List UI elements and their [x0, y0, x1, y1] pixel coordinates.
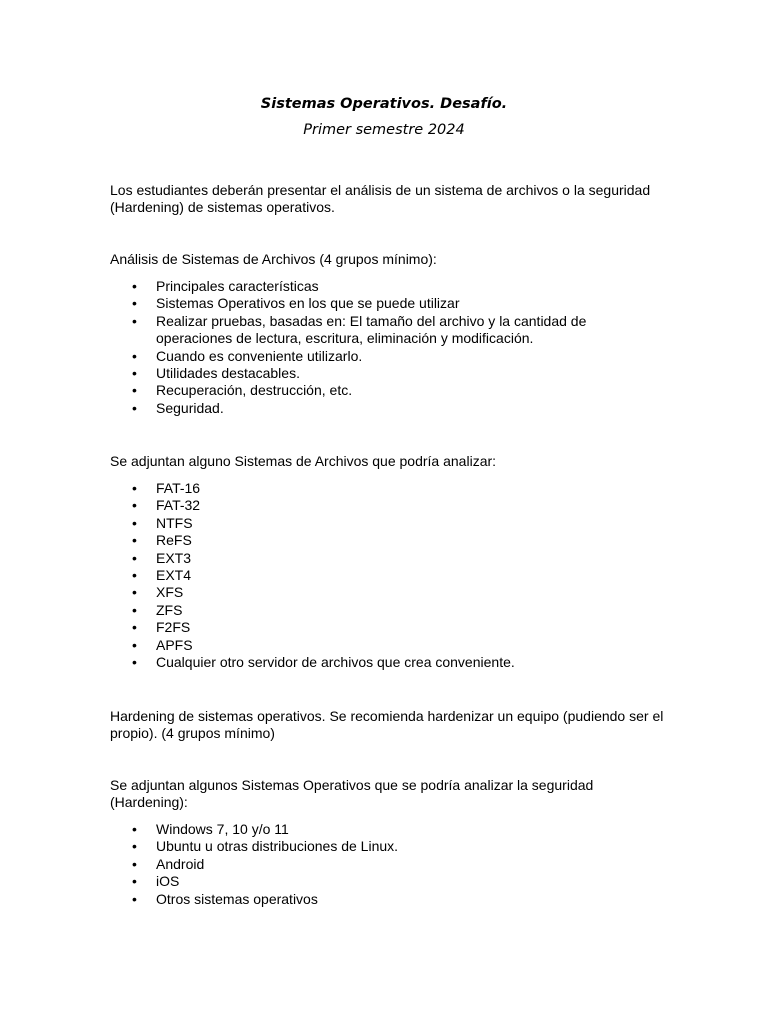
list-item: • FAT-32	[110, 497, 670, 514]
list-item: • Cuando es conveniente utilizarlo.	[110, 348, 670, 365]
list-item: • F2FS	[110, 619, 670, 636]
list-item: • Otros sistemas operativos	[110, 891, 670, 908]
list-item: • FAT-16	[110, 480, 670, 497]
list-item: • EXT3	[110, 550, 670, 567]
os-list-heading	[110, 777, 670, 811]
document-subtitle: Primer semestre 2024	[303, 122, 465, 138]
os-list	[110, 821, 670, 908]
list-item: • Ubuntu u otras distribuciones de Linux.	[110, 838, 670, 855]
fs-list-heading-text: Se adjuntan alguno Sistemas de Archivos que podría analizar:	[110, 453, 497, 469]
hardening-paragraph	[110, 708, 670, 742]
list-item: • NTFS	[110, 515, 670, 532]
list-item: • XFS	[110, 584, 670, 601]
list-item: • Seguridad.	[110, 400, 670, 417]
intro-text: Los estudiantes deberán presentar el análisis de un sistema de archivos o la seguridad (Hardening) de sistemas operativos.	[110, 182, 651, 215]
list-item: • Windows 7, 10 y/o 11	[110, 821, 670, 838]
list-item: • Recuperación, destrucción, etc.	[110, 382, 670, 399]
hardening-text: Hardening de sistemas operativos. Se recomienda hardenizar un equipo (pudiendo ser el propio). (4 grupos mínimo)	[110, 708, 664, 741]
list-item: • Principales características	[110, 278, 670, 295]
fs-analysis-list	[110, 278, 670, 417]
document-title: Sistemas Operativos. Desafío.	[260, 96, 508, 112]
fs-list	[110, 480, 670, 671]
fs-analysis-heading-text: Análisis de Sistemas de Archivos (4 grupos mínimo):	[110, 251, 437, 267]
intro-paragraph	[110, 182, 670, 216]
list-item: • ReFS	[110, 532, 670, 549]
list-item: • Realizar pruebas, basadas en: El tamaño del archivo y la cantidad de operaciones de lectura, escritura, eliminación y modificación.	[110, 313, 670, 348]
list-item: • APFS	[110, 637, 670, 654]
list-item: • Utilidades destacables.	[110, 365, 670, 382]
list-item: • Sistemas Operativos en los que se puede utilizar	[110, 295, 670, 312]
fs-list-heading	[110, 453, 670, 470]
list-item: • EXT4	[110, 567, 670, 584]
list-item: • Cualquier otro servidor de archivos que crea conveniente.	[110, 654, 670, 671]
list-item: • Android	[110, 856, 670, 873]
fs-analysis-heading	[110, 251, 670, 268]
os-list-heading-text: Se adjuntan algunos Sistemas Operativos que se podría analizar la seguridad (Hardening):	[110, 777, 594, 810]
list-item: • iOS	[110, 873, 670, 890]
list-item: • ZFS	[110, 602, 670, 619]
